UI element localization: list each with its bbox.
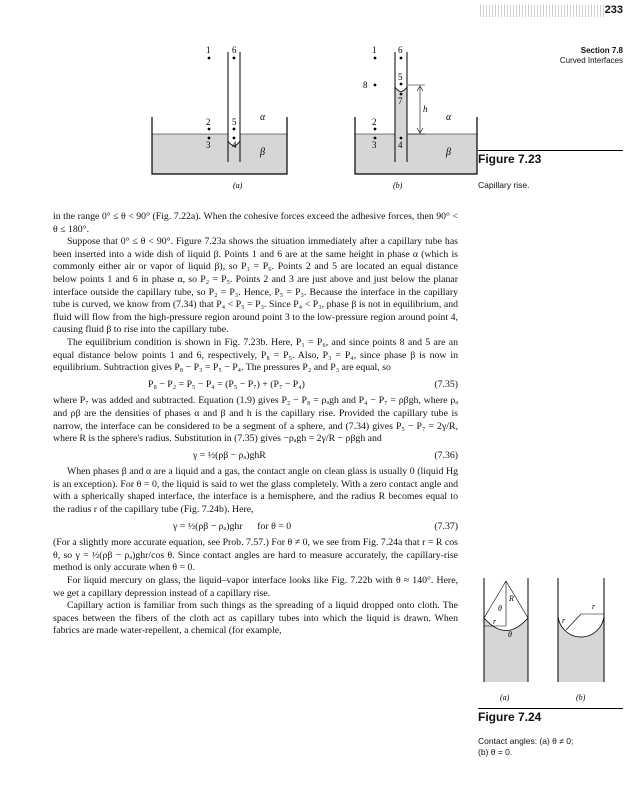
figure-7-24-caption-line2: (b) θ = 0. bbox=[478, 747, 513, 757]
point-7-b: 7 bbox=[398, 96, 403, 106]
point-8-b: 8 bbox=[363, 80, 368, 90]
paragraph-4: where P₇ was added and subtracted. Equation (1.9) gives P₂ − P₈ = ρₐgh and P₄ − P₇ = ρβgh, where ρₐ and ρβ are the densities of phases α and β and h is the capillary rise. Provided the capillary tube is narrow, the interface can be considered to be a segment of a sphere, and (7.34) gives P₅ − P₇ = 2γ/R, where R is the sphere's radius. Substitution in (7.35) gives −ρₐgh = 2γ/R − ρβgh and bbox=[53, 395, 458, 445]
section-number: Section 7.8 bbox=[580, 46, 623, 55]
label-R-24a: R bbox=[509, 594, 514, 603]
paragraph-1: in the range 0° ≤ θ < 90° (Fig. 7.22a). When the cohesive forces exceed the adhesive forces, then 90° < θ ≤ 180°. bbox=[53, 211, 458, 235]
figure-7-23-caption: Capillary rise. bbox=[478, 180, 530, 190]
point-5-b: 5 bbox=[398, 72, 403, 82]
phase-alpha-b: α bbox=[446, 112, 452, 123]
equation-7-35-number: (7.35) bbox=[434, 378, 458, 390]
paragraph-8: Capillary action is familiar from such things as the spreading of a liquid dropped onto cloth. The spaces between the fibers of the cloth act as capillary tubes into which the liquid is drawn. When fabrics are made water-repellent, a chemical (for example, bbox=[53, 600, 458, 637]
point-1-a: 1 bbox=[206, 45, 211, 55]
figure-7-23-rule bbox=[478, 150, 623, 151]
point-3-b: 3 bbox=[372, 140, 377, 150]
phase-beta-a: β bbox=[260, 147, 265, 158]
figure-7-23-diagram bbox=[140, 42, 480, 192]
point-2-a: 2 bbox=[206, 117, 211, 127]
point-2-b: 2 bbox=[372, 117, 377, 127]
figure-7-24b bbox=[558, 578, 604, 702]
sublabel-b: (b) bbox=[393, 181, 403, 190]
figure-7-24a bbox=[484, 578, 528, 702]
label-r-side-24b: r bbox=[562, 616, 566, 625]
paragraph-3: The equilibrium condition is shown in Fig. 7.23b. Here, P₁ = P₆, and since points 8 and 5 are an equal distance below points 1 and 6, respectively, P₈ = P₅. Also, P₃ = P₄, since phase β is now in equilibrium. Subtraction gives P₈ − P₃ = P₅ − P₄. The pressures P₂ and P₃ are equal, so bbox=[53, 336, 458, 374]
paragraph-5: When phases β and α are a liquid and a gas, the contact angle on clean glass is usually 0 (liquid Hg is an exception). For θ = 0, the liquid is said to wet the glass completely. With a zero contact angle and with a spherically shaped interface, the interface is a hemisphere, and the radius R becomes equal to the radius r of the capillary tube (Fig. 7.24b). Here, bbox=[53, 466, 458, 516]
equation-7-36 bbox=[53, 450, 458, 463]
page-number: 233 bbox=[604, 4, 623, 16]
figure-7-24-caption bbox=[478, 736, 573, 758]
paragraph-2: Suppose that 0° ≤ θ < 90°. Figure 7.23a shows the situation immediately after a capillary tube has been inserted into a wide dish of liquid β. Points 1 and 6 are at the same height in phase α (which is commonly either air or vapor of liquid β), so P₁ = P₆. Points 2 and 5 are located an equal distance below points 1 and 6 in phase α, so P₂ = P₅. Points 2 and 3 are just above and just below the planar interface outside the capillary tube, so P₂ = P₃. Hence, P₅ = P₃. Because the interface in the capillary tube is curved, we know from (7.34) that P₄ < P₅ = P₃. Since P₄ < P₃, phase β is not in equilibrium, and fluid will flow from the high-pressure region around point 3 to the low-pressure region around point 4, causing fluid β to rise into the capillary tube. bbox=[53, 236, 458, 336]
equation-7-37-body: γ = ½(ρβ − ρₐ)ghr for θ = 0 bbox=[173, 520, 292, 532]
label-theta-top-24a: θ bbox=[498, 604, 502, 613]
paragraph-7: For liquid mercury on glass, the liquid–vapor interface looks like Fig. 7.22b with θ ≈ 140°. Here, we get a capillary depression instead of a capillary rise. bbox=[53, 575, 458, 599]
figure-7-24-caption-line1: Contact angles: (a) θ ≠ 0; bbox=[478, 736, 574, 746]
equation-7-36-number: (7.36) bbox=[434, 449, 458, 461]
phase-beta-b: β bbox=[446, 147, 451, 158]
paragraph-6: (For a slightly more accurate equation, see Prob. 7.57.) For θ ≠ 0, we see from Fig. 7.24a that r = R cos θ, so γ = ½(ρβ − ρₐ)ghr/cos θ. Since contact angles are hard to measure accurately, the capillary-rise method is only accurate when θ = 0. bbox=[53, 537, 458, 574]
point-6-a: 6 bbox=[232, 45, 237, 55]
figure-7-23a bbox=[152, 45, 287, 190]
section-title: Curved Interfaces bbox=[559, 56, 623, 65]
point-1-b: 1 bbox=[372, 45, 377, 55]
label-r-24a: r bbox=[493, 617, 497, 626]
figure-7-23b bbox=[355, 45, 477, 190]
equation-7-36-body: γ = ½(ρβ − ρₐ)ghR bbox=[193, 449, 266, 461]
equation-7-35-body: P₈ − P₂ = P₅ − P₄ = (P₅ − P₇) + (P₇ − P₄) bbox=[148, 378, 305, 390]
point-5-a: 5 bbox=[232, 117, 237, 127]
height-label: h bbox=[423, 104, 428, 114]
sublabel-a: (a) bbox=[233, 181, 243, 190]
equation-7-35 bbox=[53, 379, 458, 392]
figure-7-23-label: Figure 7.23 bbox=[478, 152, 542, 166]
phase-alpha-a: α bbox=[260, 112, 266, 123]
point-3-a: 3 bbox=[206, 140, 211, 150]
label-theta-bottom-24a: θ bbox=[508, 630, 512, 639]
sublabel-24b: (b) bbox=[576, 693, 586, 702]
page-number-bar bbox=[480, 5, 605, 17]
sublabel-24a: (a) bbox=[500, 693, 510, 702]
figure-7-24-diagram bbox=[476, 578, 626, 708]
equation-7-37-number: (7.37) bbox=[434, 520, 458, 532]
running-header bbox=[560, 46, 623, 66]
label-r-top-24b: r bbox=[592, 602, 596, 611]
figure-7-24-label: Figure 7.24 bbox=[478, 710, 542, 724]
point-4-a: 4 bbox=[232, 140, 237, 150]
figure-7-24-rule bbox=[478, 708, 623, 709]
point-4-b: 4 bbox=[398, 140, 403, 150]
body-text bbox=[53, 211, 458, 638]
point-6-b: 6 bbox=[398, 45, 403, 55]
liquid-beta-a bbox=[152, 134, 287, 174]
equation-7-37 bbox=[53, 521, 458, 534]
